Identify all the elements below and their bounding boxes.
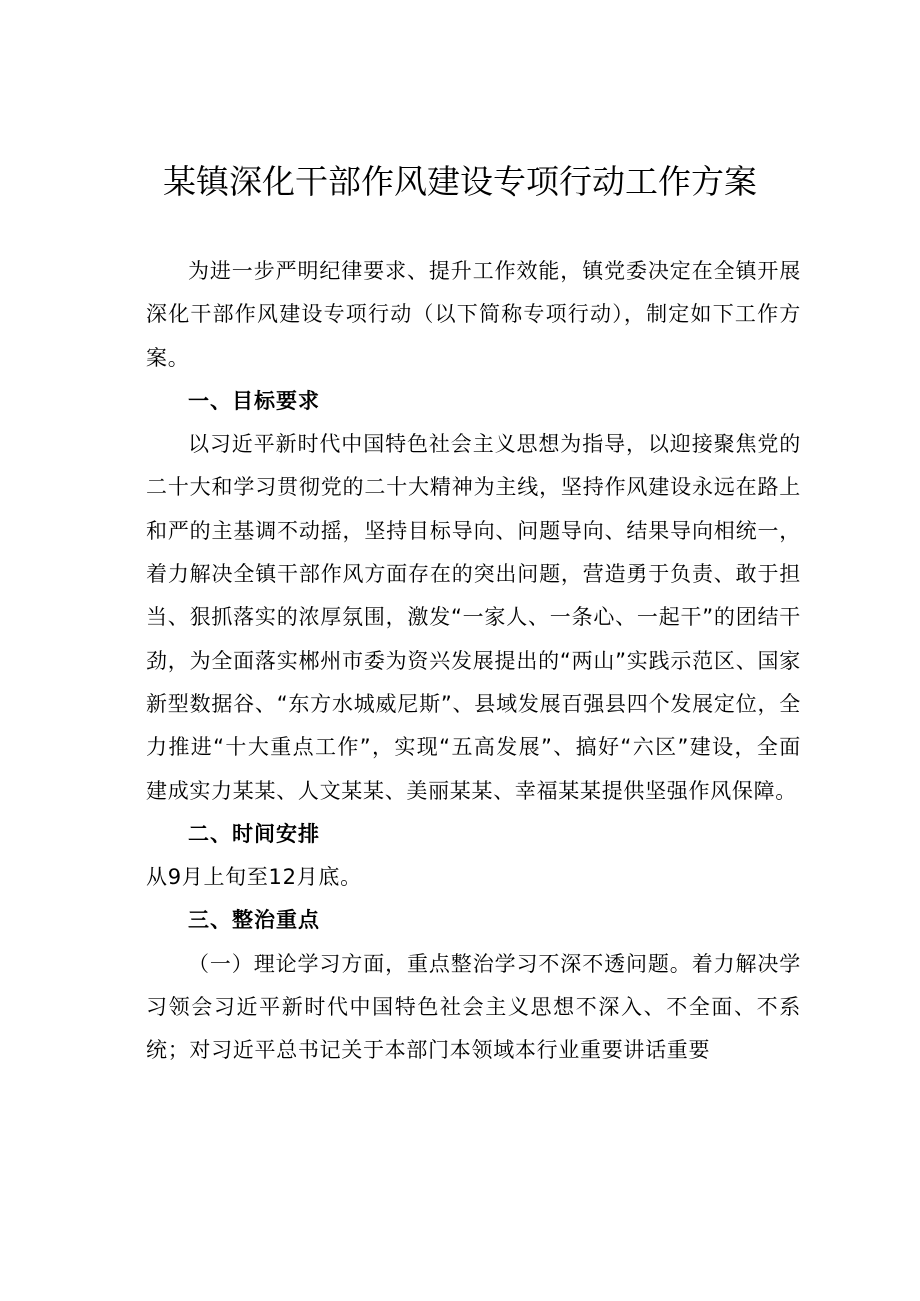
section-heading-goals: 一、目标要求 <box>188 388 320 413</box>
section-heading-focus: 三、整治重点 <box>188 908 320 933</box>
document-title: 某镇深化干部作风建设专项行动工作方案 <box>163 162 757 201</box>
intro-paragraph: 为进一步严明纪律要求、提升工作效能，镇党委决定在全镇开展深化干部作风建设专项行动（以下简称专项行动），制定如下工作方案。 <box>146 259 801 370</box>
section-heading-schedule: 二、时间安排 <box>188 821 320 846</box>
focus-paragraph: （一）理论学习方面，重点整治学习不深不透问题。着力解决学习领会习近平新时代中国特色社会主义思想不深入、不全面、不系统；对习近平总书记关于本部门本领域本行业重要讲话重要 <box>146 951 801 1063</box>
goals-paragraph: 以习近平新时代中国特色社会主义思想为指导，以迎接聚焦党的二十大和学习贯彻党的二十大精神为主线，坚持作风建设永远在路上和严的主基调不动摇，坚持目标导向、问题导向、结果导向相统一，着力解决全镇干部作风方面存在的突出问题，营造勇于负责、敢于担当、狠抓落实的浓厚氛围，激发“一家人、一条心、一起干”的团结干劲，为全面落实郴州市委为资兴发展提出的“两山”实践示范区、国家新型数据谷、“东方水城威尼斯”、县域发展百强县四个发展定位，全力推进“十大重点工作”，实现“五高发展”、搞好“六区”建设，全面建成实力某某、人文某某、美丽某某、幸福某某提供坚强作风保障。 <box>146 432 801 803</box>
schedule-paragraph: 从9月上旬至12月底。 <box>146 865 362 890</box>
document-body <box>146 250 801 1073</box>
